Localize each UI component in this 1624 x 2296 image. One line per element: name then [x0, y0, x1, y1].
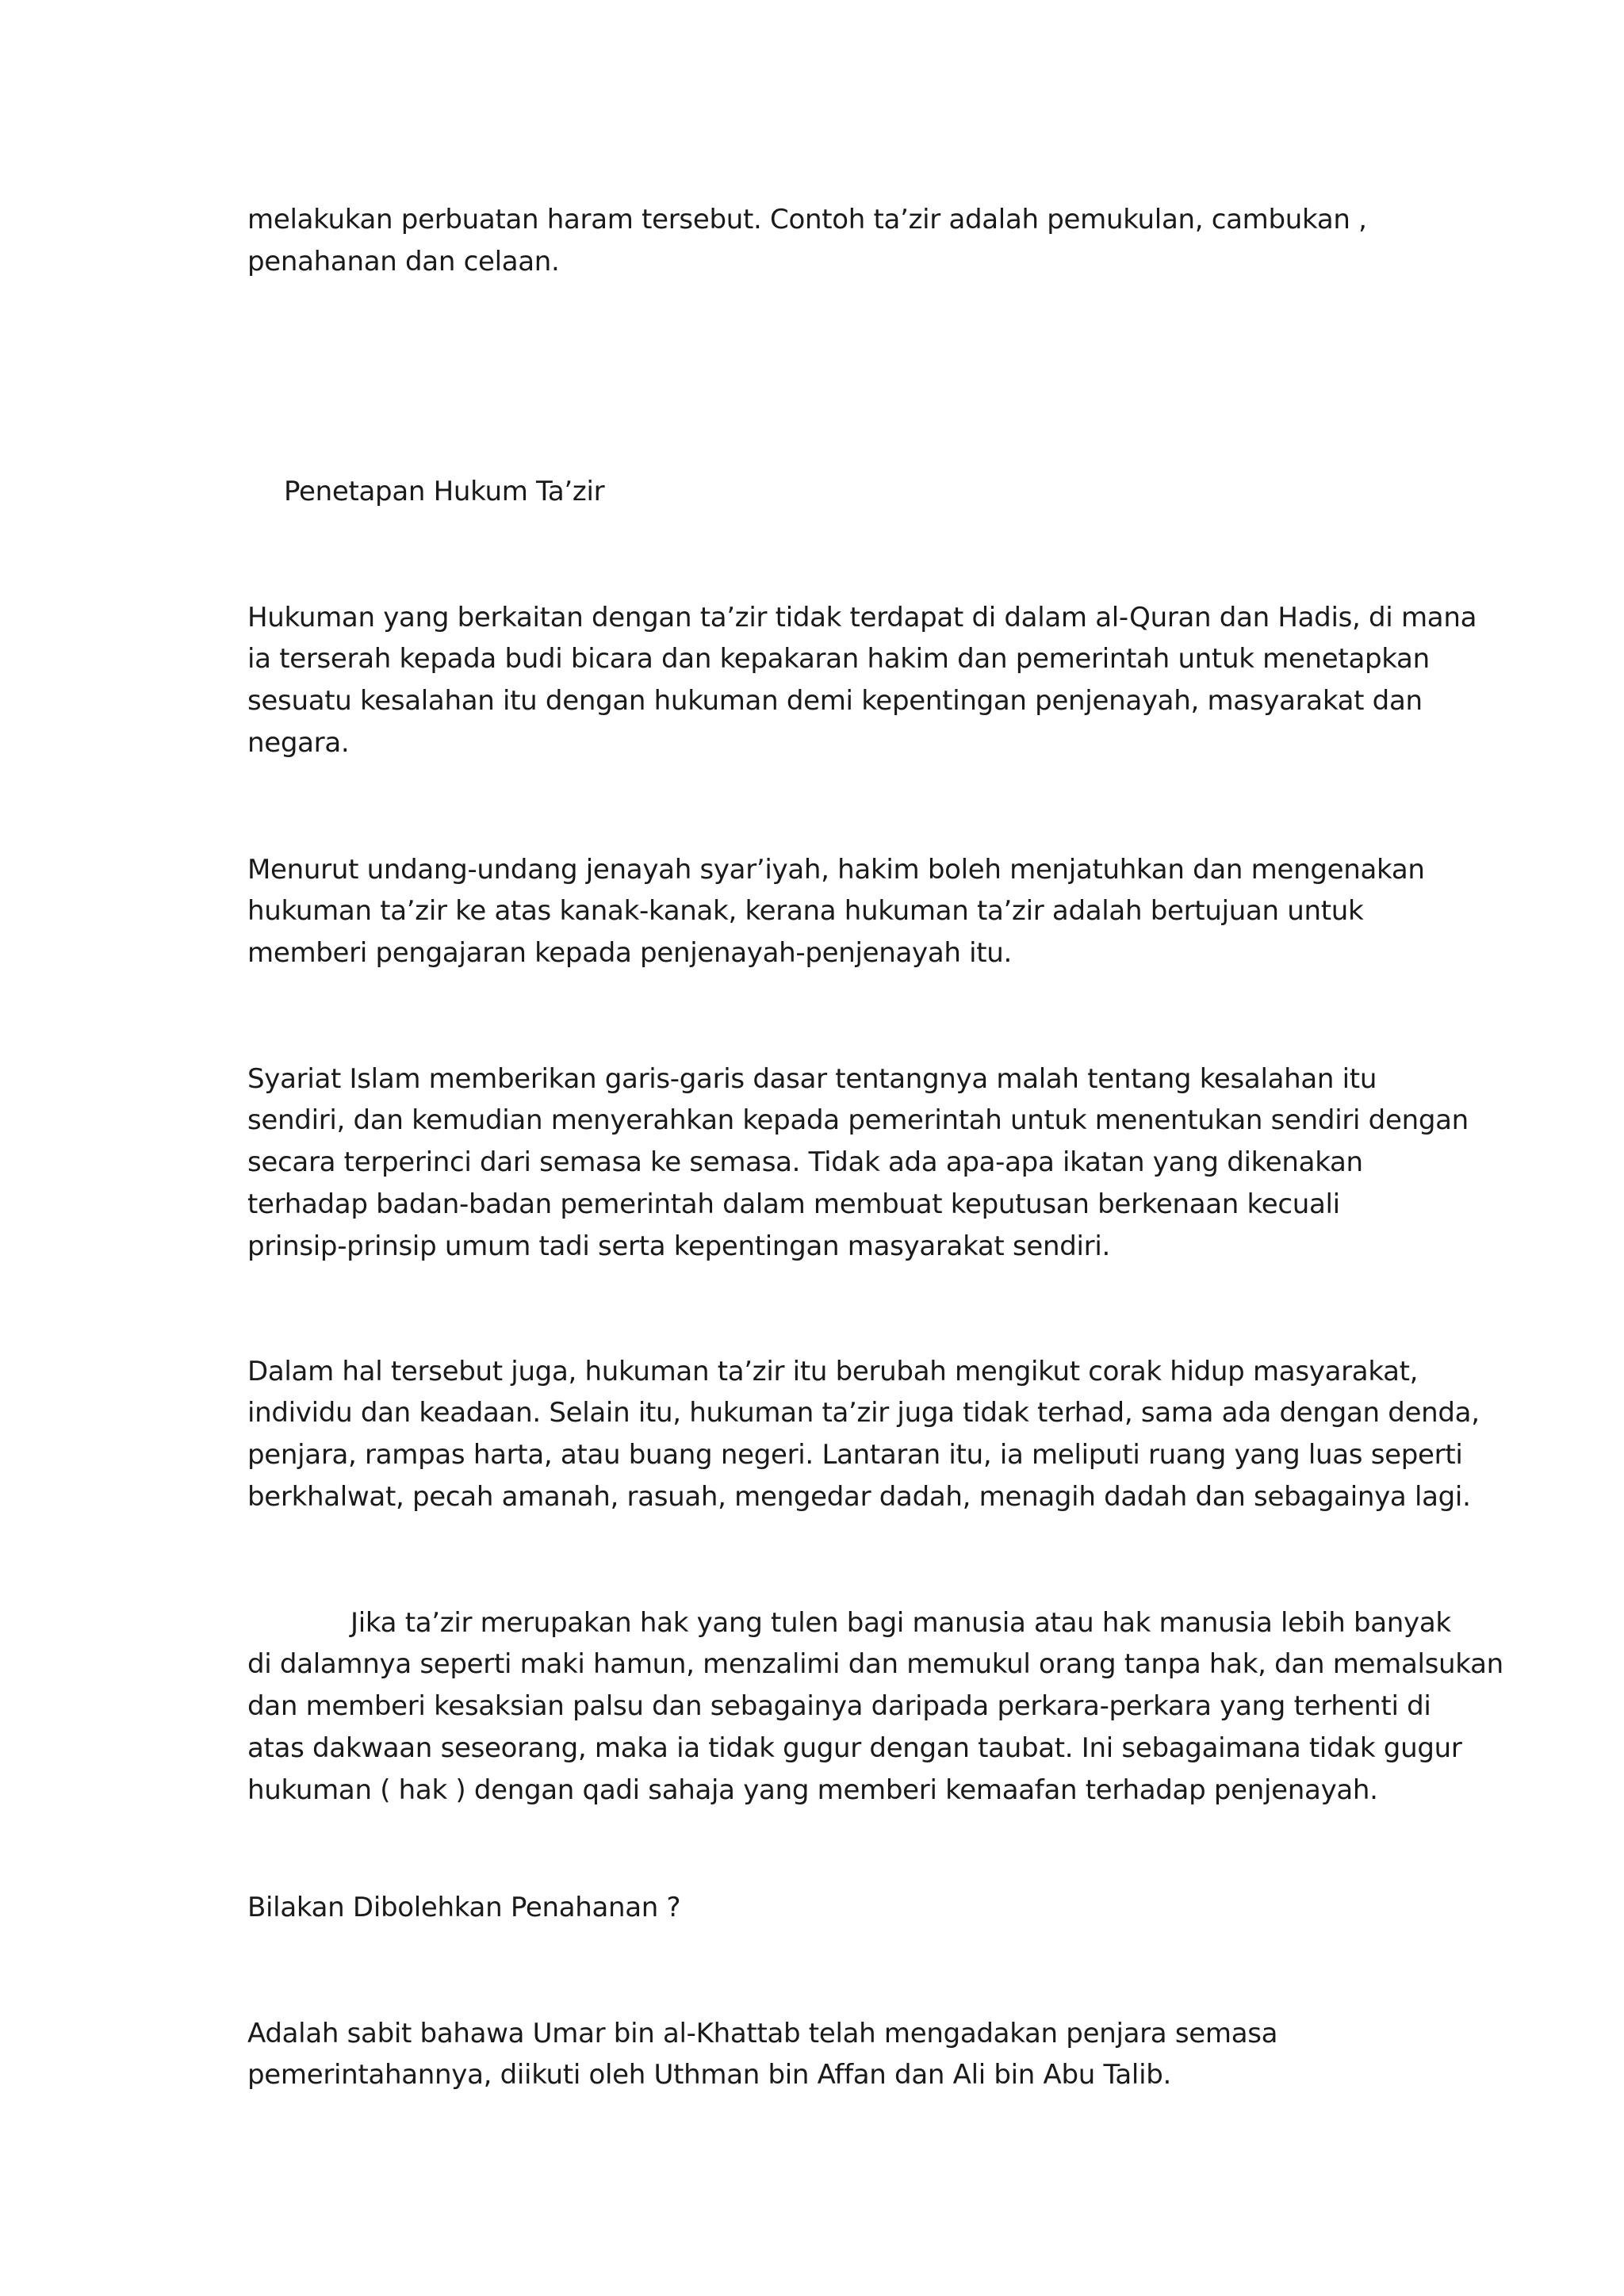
- text-line: negara.: [247, 727, 350, 759]
- text-line: Menurut undang-undang jenayah syar’iyah, hakim boleh menjatuhkan dan mengenakan: [247, 854, 1425, 886]
- text-line: Jika ta’zir merupakan hak yang tulen bagi manusia atau hak manusia lebih banyak: [350, 1607, 1451, 1639]
- text-line: berkhalwat, pecah amanah, rasuah, mengedar dadah, menagih dadah dan sebagainya lagi.: [247, 1481, 1471, 1513]
- text-line: memberi pengajaran kepada penjenayah-penjenayah itu.: [247, 937, 1013, 969]
- text-line: hukuman ta’zir ke atas kanak-kanak, kerana hukuman ta’zir adalah bertujuan untuk: [247, 895, 1364, 927]
- text-line: Hukuman yang berkaitan dengan ta’zir tidak terdapat di dalam al-Quran dan Hadis, di mana: [247, 602, 1477, 633]
- text-line: sesuatu kesalahan itu dengan hukuman demi kepentingan penjenayah, masyarakat dan: [247, 685, 1423, 717]
- text-line: dan memberi kesaksian palsu dan sebagainya daripada perkara-perkara yang terhenti di: [247, 1690, 1431, 1722]
- text-line: prinsip-prinsip umum tadi serta kepentingan masyarakat sendiri.: [247, 1230, 1110, 1262]
- text-line: terhadap badan-badan pemerintah dalam membuat keputusan berkenaan kecuali: [247, 1188, 1340, 1220]
- text-line: melakukan perbuatan haram tersebut. Contoh ta’zir adalah pemukulan, cambukan ,: [247, 204, 1367, 235]
- text-line: Dalam hal tersebut juga, hukuman ta’zir itu berubah mengikut corak hidup masyarakat,: [247, 1356, 1419, 1387]
- text-line: penjara, rampas harta, atau buang negeri. Lantaran itu, ia meliputi ruang yang luas seperti: [247, 1439, 1463, 1471]
- text-line: ia terserah kepada budi bicara dan kepakaran hakim dan pemerintah untuk menetapkan: [247, 643, 1430, 675]
- text-line: di dalamnya seperti maki hamun, menzalimi dan memukul orang tanpa hak, dan memalsukan: [247, 1648, 1503, 1680]
- section-heading-penetapan: Penetapan Hukum Ta’zir: [284, 476, 605, 507]
- text-line: sendiri, dan kemudian menyerahkan kepada pemerintah untuk menentukan sendiri dengan: [247, 1104, 1469, 1136]
- text-line: individu dan keadaan. Selain itu, hukuman ta’zir juga tidak terhad, sama ada dengan denda,: [247, 1397, 1480, 1429]
- section-heading-penahanan: Bilakan Dibolehkan Penahanan ?: [247, 1892, 681, 1923]
- text-line: atas dakwaan seseorang, maka ia tidak gugur dengan taubat. Ini sebagaimana tidak gugur: [247, 1732, 1462, 1764]
- text-line: secara terperinci dari semasa ke semasa. Tidak ada apa-apa ikatan yang dikenakan: [247, 1146, 1363, 1178]
- text-line: pemerintahannya, diikuti oleh Uthman bin Affan dan Ali bin Abu Talib.: [247, 2059, 1172, 2091]
- text-line: hukuman ( hak ) dengan qadi sahaja yang memberi kemaafan terhadap penjenayah.: [247, 1774, 1378, 1806]
- text-line: Adalah sabit bahawa Umar bin al-Khattab telah mengadakan penjara semasa: [247, 2018, 1278, 2049]
- text-line: Syariat Islam memberikan garis-garis dasar tentangnya malah tentang kesalahan itu: [247, 1063, 1377, 1095]
- text-line: penahanan dan celaan.: [247, 246, 560, 277]
